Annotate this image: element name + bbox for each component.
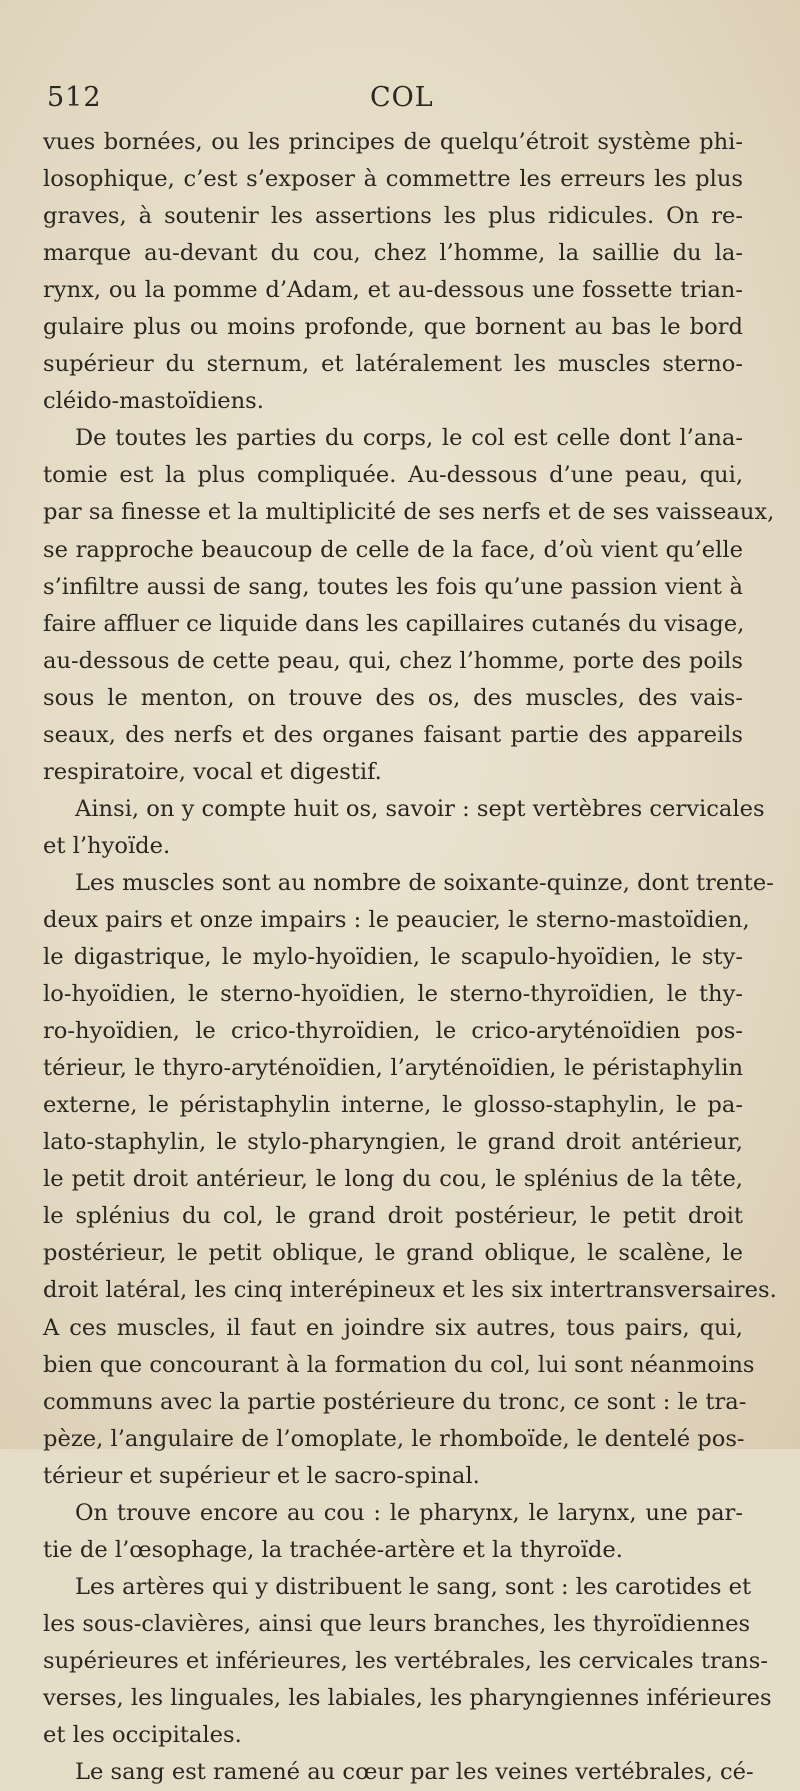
text-line: losophique, c’est s’exposer à commettre les erreurs les plus bbox=[43, 166, 743, 193]
text-line: supérieur du sternum, et latéralement les muscles sterno- bbox=[43, 351, 743, 378]
text-line: térieur, le thyro-aryténoïdien, l’aryténoïdien, le péristaphylin bbox=[43, 1055, 743, 1082]
text-line: De toutes les parties du corps, le col est celle dont l’ana- bbox=[75, 425, 743, 452]
text-line: vues bornées, ou les principes de quelqu’étroit système phi- bbox=[43, 129, 743, 155]
text-line: tie de l’œsophage, la trachée-artère et la thyroïde. bbox=[43, 1536, 623, 1563]
text-line: rynx, ou la pomme d’Adam, et au-dessous une fossette trian- bbox=[43, 277, 743, 304]
body-text bbox=[43, 124, 777, 1791]
text-line: externe, le péristaphylin interne, le glosso-staphylin, le pa- bbox=[43, 1092, 743, 1119]
text-line: au-dessous de cette peau, qui, chez l’homme, porte des poils bbox=[43, 647, 743, 674]
text-line: Les muscles sont au nombre de soixante-quinze, dont trente- bbox=[75, 869, 774, 896]
text-line: verses, les linguales, les labiales, les pharyngiennes inférieures bbox=[43, 1684, 772, 1711]
text-line: bien que concourant à la formation du col, lui sont néanmoins bbox=[43, 1351, 755, 1378]
text-line: tomie est la plus compliquée. Au-dessous d’une peau, qui, bbox=[43, 462, 743, 489]
text-line: le digastrique, le mylo-hyoïdien, le scapulo-hyoïdien, le sty- bbox=[43, 944, 743, 971]
text-line: faire affluer ce liquide dans les capillaires cutanés du visage, bbox=[43, 610, 745, 637]
text-line: marque au-devant du cou, chez l’homme, la saillie du la- bbox=[43, 240, 743, 267]
text-line: cléido-mastoïdiens. bbox=[43, 388, 264, 415]
page-header bbox=[47, 82, 740, 122]
text-line: térieur et supérieur et le sacro-spinal. bbox=[43, 1462, 480, 1489]
running-head: COL bbox=[370, 82, 434, 113]
text-line: par sa finesse et la multiplicité de ses nerfs et de ses vaisseaux, bbox=[43, 499, 775, 526]
text-line: s’infiltre aussi de sang, toutes les fois qu’une passion vient à bbox=[43, 573, 743, 600]
text-line: Le sang est ramené au cœur par les veines vertébrales, cé- bbox=[75, 1759, 754, 1786]
text-line: le petit droit antérieur, le long du cou, le splénius de la tête, bbox=[43, 1166, 743, 1193]
text-line: communs avec la partie postérieure du tronc, ce sont : le tra- bbox=[43, 1388, 747, 1415]
text-line: et les occipitales. bbox=[43, 1722, 242, 1749]
text-line: les sous-clavières, ainsi que leurs branches, les thyroïdiennes bbox=[43, 1610, 751, 1637]
text-line: A ces muscles, il faut en joindre six autres, tous pairs, qui, bbox=[43, 1314, 743, 1341]
text-line: On trouve encore au cou : le pharynx, le larynx, une par- bbox=[75, 1499, 743, 1526]
text-line: se rapproche beaucoup de celle de la face, d’où vient qu’elle bbox=[43, 536, 743, 563]
text-line: lato-staphylin, le stylo-pharyngien, le grand droit antérieur, bbox=[43, 1129, 743, 1156]
text-line: deux pairs et onze impairs : le peaucier, le sterno-mastoïdien, bbox=[43, 906, 750, 933]
text-line: sous le menton, on trouve des os, des muscles, des vais- bbox=[43, 684, 743, 711]
page-number: 512 bbox=[47, 82, 102, 113]
text-line: le splénius du col, le grand droit postérieur, le petit droit bbox=[43, 1203, 743, 1230]
text-line: Les artères qui y distribuent le sang, sont : les carotides et bbox=[75, 1573, 752, 1600]
text-line: respiratoire, vocal et digestif. bbox=[43, 758, 382, 785]
text-line: pèze, l’angulaire de l’omoplate, le rhomboïde, le dentelé pos- bbox=[43, 1425, 745, 1452]
text-line: ro-hyoïdien, le crico-thyroïdien, le crico-aryténoïdien pos- bbox=[43, 1018, 743, 1045]
text-line: gulaire plus ou moins profonde, que bornent au bas le bord bbox=[43, 314, 743, 341]
text-line: et l’hyoïde. bbox=[43, 832, 171, 859]
text-line: seaux, des nerfs et des organes faisant partie des appareils bbox=[43, 721, 743, 748]
text-line: postérieur, le petit oblique, le grand oblique, le scalène, le bbox=[43, 1240, 743, 1267]
text-line: Ainsi, on y compte huit os, savoir : sept vertèbres cervicales bbox=[75, 795, 765, 822]
text-line: supérieures et inférieures, les vertébrales, les cervicales trans- bbox=[43, 1647, 768, 1674]
text-line: droit latéral, les cinq interépineux et les six intertransversaires. bbox=[43, 1277, 777, 1304]
text-line: graves, à soutenir les assertions les plus ridicules. On re- bbox=[43, 203, 743, 230]
text-line: lo-hyoïdien, le sterno-hyoïdien, le sterno-thyroïdien, le thy- bbox=[43, 981, 743, 1008]
